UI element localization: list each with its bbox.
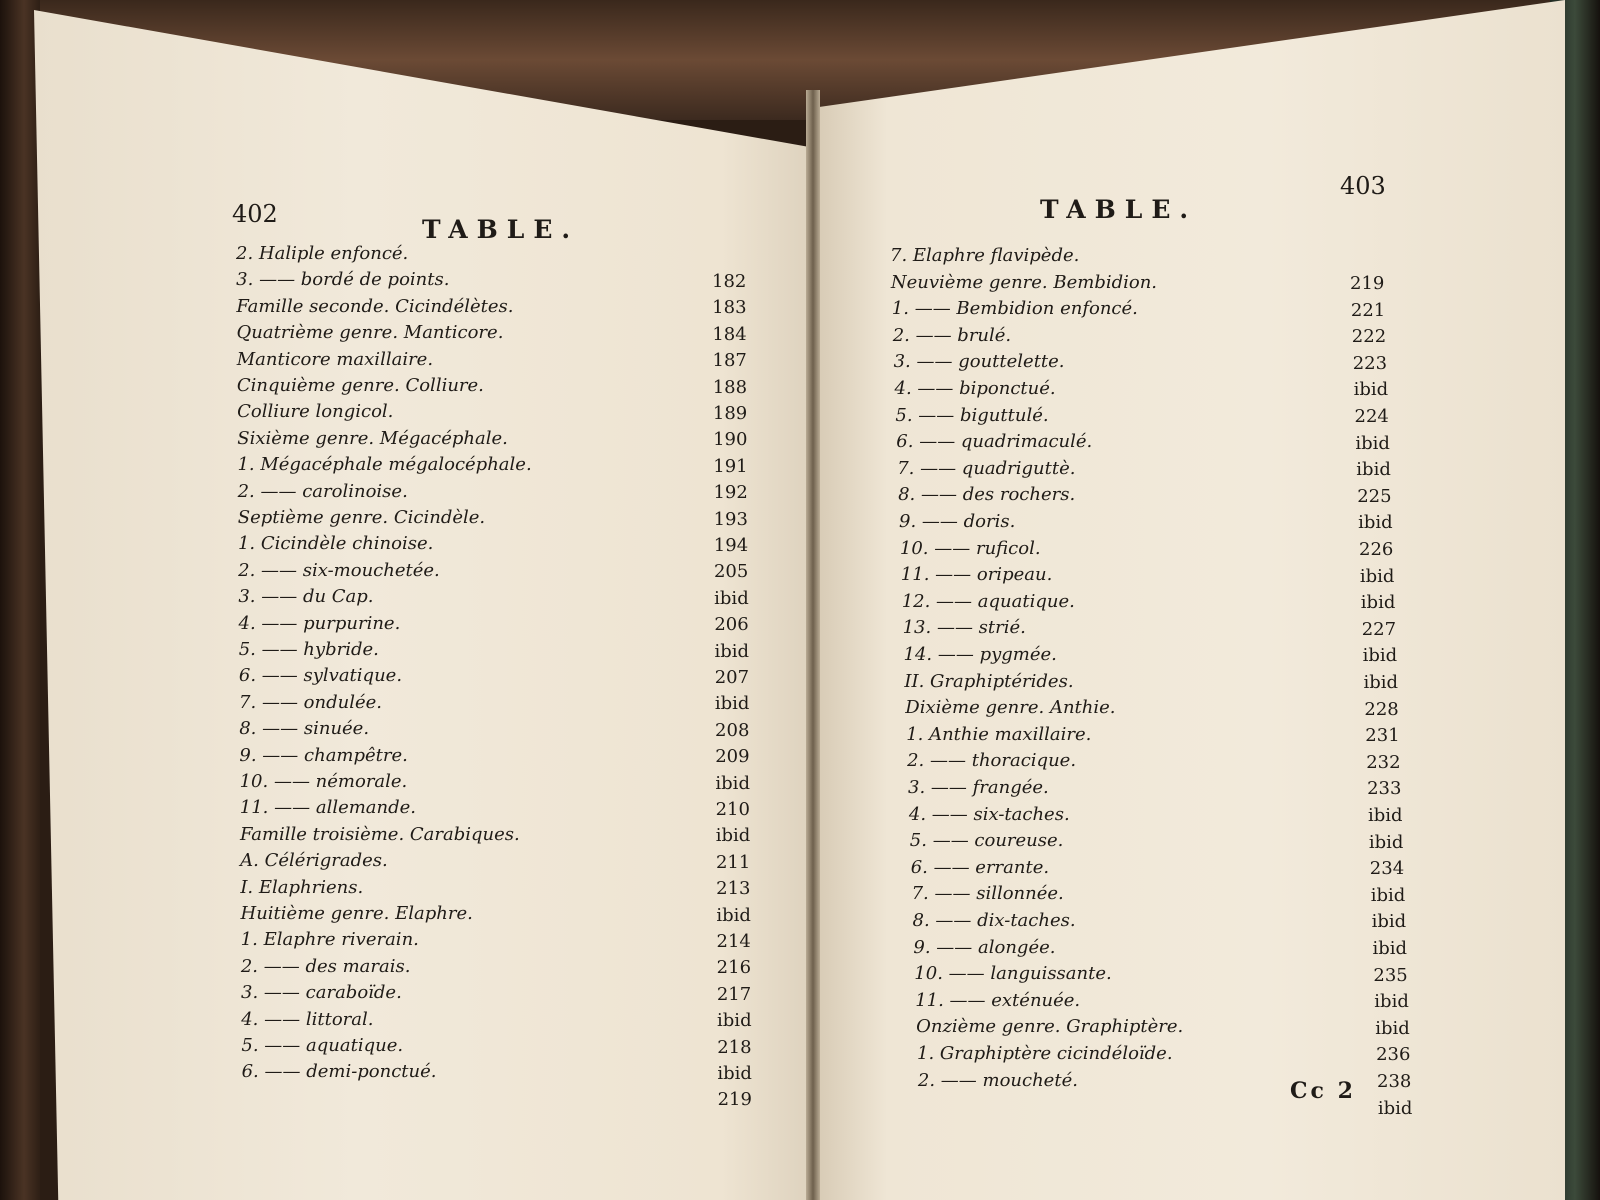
book-gutter [806, 90, 820, 1200]
page-reference: ibid [1359, 565, 1395, 587]
page-reference: ibid [717, 1063, 752, 1084]
page-reference: ibid [1355, 432, 1390, 454]
index-entry: 1. Anthie maxillaire. [906, 723, 1092, 745]
index-entry: 5. —— biguttulé. [895, 404, 1049, 426]
index-entry: Cinquième genre. Colliure. [236, 375, 484, 396]
index-entry: 3. —— bordé de points. [236, 269, 450, 291]
index-entry: 6. —— sylvatique. [238, 665, 403, 687]
page-reference: 226 [1359, 539, 1394, 560]
page-reference: 208 [715, 719, 750, 741]
index-entry: 1. Cicindèle chinoise. [237, 533, 434, 555]
index-entry: 3. —— frangée. [908, 777, 1049, 798]
index-entry: Colliure longicol. [237, 401, 394, 423]
page-reference: 231 [1365, 725, 1400, 747]
page-reference: 188 [712, 376, 748, 398]
index-entry: 10. —— ruficol. [899, 537, 1041, 559]
index-entry: 2. —— six-mouchetée. [238, 559, 440, 581]
page-reference: ibid [1375, 1017, 1410, 1039]
page-reference: ibid [717, 1010, 752, 1032]
page-reference: ibid [1358, 512, 1393, 534]
index-entry: Manticore maxillaire. [236, 348, 434, 370]
page-reference: 216 [716, 957, 752, 979]
index-entry: 11. —— allemande. [239, 797, 417, 819]
index-entry: A. Célérigrades. [240, 850, 388, 872]
right-page-number: 403 [1340, 172, 1386, 200]
index-entry: 3. —— gouttelette. [893, 351, 1065, 373]
index-entry: 6. —— demi-ponctué. [241, 1061, 437, 1083]
index-entry: 2. Haliple enfoncé. [236, 243, 409, 264]
index-entry: 2. —— moucheté. [917, 1069, 1078, 1091]
right-page-header: TABLE. [1040, 195, 1198, 224]
page-reference: ibid [1370, 884, 1406, 906]
index-entry: Septième genre. Cicindèle. [237, 507, 486, 528]
page-reference: 219 [717, 1089, 752, 1111]
index-entry: 8. —— dix-taches. [912, 910, 1076, 931]
index-entry: 9. —— champêtre. [239, 744, 408, 766]
page-reference: 224 [1354, 406, 1389, 427]
page-reference: 217 [716, 983, 752, 1005]
page-reference: ibid [1368, 831, 1404, 853]
left-page-header: TABLE. [422, 215, 580, 244]
page-reference: ibid [1374, 991, 1409, 1013]
index-entry: 6. —— errante. [910, 856, 1050, 878]
index-entry: 8. —— sinuée. [239, 718, 370, 740]
page-reference: 194 [713, 535, 749, 556]
index-entry: Onzième genre. Graphiptère. [916, 1016, 1184, 1038]
index-entry: 12. —— aquatique. [901, 590, 1075, 612]
index-entry: 7. Elaphre flavipède. [890, 245, 1080, 266]
page-reference: 193 [713, 508, 748, 530]
page-reference: 182 [712, 271, 747, 292]
index-entry: 6. —— quadrimaculé. [896, 431, 1093, 453]
page-reference: ibid [714, 587, 749, 609]
index-entry: 4. —— littoral. [241, 1008, 374, 1030]
index-entry: 4. —— six-taches. [908, 803, 1070, 825]
index-entry: Famille troisième. Carabiques. [239, 823, 520, 845]
index-entry: 11. —— exténuée. [915, 989, 1081, 1011]
page-reference: 214 [716, 931, 751, 952]
page-reference: 222 [1351, 326, 1387, 348]
page-reference: ibid [1362, 645, 1398, 667]
page-reference: ibid [1377, 1097, 1413, 1119]
page-reference: 205 [713, 561, 749, 583]
index-entry: 1. Graphiptère cicindéloïde. [917, 1043, 1173, 1064]
index-entry: Famille seconde. Cicindélètes. [236, 295, 514, 317]
index-entry: II. Graphiptérides. [904, 670, 1074, 692]
page-reference: ibid [1356, 459, 1391, 481]
index-entry: 13. —— strié. [902, 617, 1026, 639]
page-reference: ibid [714, 640, 750, 662]
page-reference: 233 [1367, 778, 1402, 800]
page-reference: 232 [1366, 751, 1401, 773]
page-reference: 235 [1373, 964, 1408, 986]
page-reference: ibid [1353, 379, 1389, 401]
index-entry: 4. —— biponctué. [894, 378, 1056, 399]
index-entry: 5. —— hybride. [238, 639, 379, 660]
index-entry: 7. —— quadriguttè. [897, 457, 1076, 479]
page-reference: 210 [715, 799, 750, 820]
page-reference: 238 [1377, 1071, 1412, 1092]
index-entry: 1. —— Bembidion enfoncé. [891, 298, 1138, 320]
index-entry: Huitième genre. Elaphre. [240, 903, 473, 924]
page-reference: 184 [712, 323, 747, 345]
index-entry: 3. —— caraboïde. [241, 982, 402, 1004]
page-reference: ibid [1363, 672, 1399, 693]
page-reference: ibid [716, 904, 751, 926]
bookshelf-left [0, 0, 40, 1200]
page-reference: 206 [714, 614, 749, 636]
index-entry: 10. —— némorale. [239, 771, 408, 792]
index-entry: 2. —— brulé. [892, 324, 1012, 346]
page-reference: 223 [1352, 352, 1388, 374]
page-reference: 234 [1369, 858, 1405, 880]
index-entry: 9. —— doris. [899, 511, 1016, 532]
index-entry: 7. —— ondulée. [239, 691, 382, 713]
index-entry: Neuvième genre. Bembidion. [890, 271, 1158, 293]
index-entry: 4. —— purpurine. [238, 612, 401, 634]
left-page-number: 402 [232, 200, 278, 228]
page-reference: ibid [714, 693, 750, 715]
page-reference: 228 [1364, 698, 1399, 720]
index-entry: Dixième genre. Anthie. [905, 697, 1116, 719]
page-reference: 211 [715, 851, 751, 873]
page-reference: 213 [716, 878, 751, 900]
index-entry: 8. —— des rochers. [898, 484, 1076, 506]
index-entry: 9. —— alongée. [913, 936, 1056, 958]
index-entry: 7. —— sillonnée. [911, 883, 1064, 905]
page-reference: 191 [713, 455, 748, 477]
index-entry: 3. —— du Cap. [238, 586, 374, 608]
index-entry: 1. Elaphre riverain. [240, 929, 419, 951]
page-reference: ibid [1360, 592, 1396, 614]
page-signature: Cc 2 [1290, 1078, 1356, 1104]
page-reference: 219 [1350, 273, 1385, 294]
page-reference: 227 [1361, 618, 1397, 640]
page-reference: ibid [1368, 805, 1403, 826]
index-entry: 11. —— oripeau. [900, 564, 1053, 586]
index-entry: 2. —— thoracique. [907, 750, 1077, 772]
index-entry: 14. —— pygmée. [903, 644, 1057, 665]
index-entry: Quatrième genre. Manticore. [236, 322, 504, 344]
page-reference: 189 [712, 403, 748, 424]
page-reference: 236 [1376, 1044, 1411, 1066]
index-entry: 10. —— languissante. [914, 963, 1112, 985]
index-entry: 1. Mégacéphale mégalocéphale. [237, 454, 532, 476]
page-reference: 192 [713, 482, 748, 504]
page-reference: ibid [715, 772, 750, 794]
index-entry: 2. —— carolinoise. [237, 480, 408, 502]
page-reference: 221 [1350, 299, 1386, 321]
page-reference: 207 [714, 667, 750, 688]
page-reference: 225 [1357, 485, 1392, 507]
page-reference: 218 [717, 1036, 752, 1058]
page-reference: 209 [715, 746, 750, 768]
index-entry: Sixième genre. Mégacéphale. [237, 427, 508, 449]
index-entry: 5. —— aquatique. [241, 1035, 404, 1056]
page-reference: 183 [712, 297, 747, 319]
page-reference: ibid [1371, 911, 1407, 933]
page-reference: ibid [1372, 938, 1408, 959]
page-reference: ibid [715, 825, 751, 847]
index-entry: 2. —— des marais. [240, 955, 411, 977]
page-reference: 190 [713, 429, 748, 451]
index-entry: 5. —— coureuse. [909, 830, 1064, 852]
page-reference: 187 [712, 350, 747, 372]
index-entry: I. Elaphriens. [240, 876, 364, 898]
